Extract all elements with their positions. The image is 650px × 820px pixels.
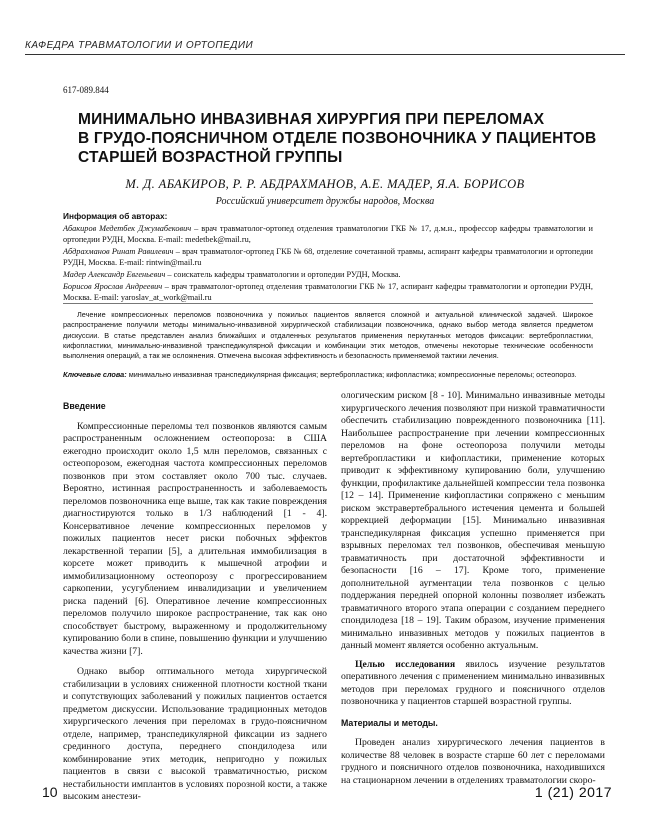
body-paragraph: Проведен анализ хирургического лечения пациентов в количестве 88 человек в возрасте старше 60 лет с переломами грудного и поясничного отделов позвоночника, находившихся на стационарном лечении в отделениях травматологии скоро- — [341, 737, 605, 786]
author-details: – врач травматолог-ортопед отделения травматологии ГКБ № 17, д.м.н., профессор кафедры травматологии и ортопедии РУДН, Москва. E-mail: medetbek@mail.ru, — [63, 223, 593, 245]
author-entry — [63, 223, 593, 246]
aim-lead: Целью исследования — [355, 658, 456, 670]
section-heading-methods: Материалы и методы. — [341, 717, 438, 728]
author-entry — [63, 269, 593, 281]
author-details: – соискатель кафедры травматологии и ортопедии РУДН, Москва. — [165, 269, 401, 279]
body-paragraph — [341, 659, 605, 709]
author-name: Мадер Александр Евгеньевич — [63, 269, 166, 279]
keywords-text: минимально инвазивная транспедикулярная фиксация; вертебропластика; кифопластика; компрессионные переломы; остеопороз. — [126, 370, 577, 379]
author-entry — [63, 281, 593, 304]
abstract: Лечение компрессионных переломов позвоночника у пожилых пациентов является сложной и актуальной клинической задачей. Широкое распространение получили методы минимально-инвазивной хирургической стабилизации позвоночника, однако выбор метода является предметом дискуссии. В статье представлен анализ ближайших и отдаленных результатов применения перкутанных методов фиксации: вертебропластики, кифопластики, минимально-инвазивной транспедикулярной фиксации и комбинации этих методов, отмечены некоторые технические особенности выполнения операций, а так же осложнения. Отмечена высокая эффективность и безопасность применяемой тактики лечения. — [63, 310, 593, 361]
section-divider — [63, 303, 593, 304]
author-details: – врач травматолог-ортопед ГКБ № 68, отделение сочетанной травмы, аспирант кафедры травматологии и ортопедии РУДН, Москва. E-mail: rintwin@mail.ru — [63, 246, 593, 268]
body-paragraph: Компрессионные переломы тел позвонков являются самым распространенным осложнением остеопороза: в США ежегодно происходит около 1,5 млн переломов, связанных с остеопорозом, ежегодная частота компрессионных переломов позвонков при этом составляет около 700 тыс. случаев. Вероятно, истинная распространенность и заболеваемость переломов позвоночника еще выше, так как такие повреждения диагностируются только в 1/3 наблюдений [1 - 4]. Консервативное лечение компрессионных переломов у пожилых пациентов несет риски побочных эффектов лекарственной терапии [5], а длительная иммобилизация в корсете может приводить к мышечной атрофии и иммобилизационному остеопорозу с прогрессированием саркопении, усугублением инвалидизации и увеличением риска падений [6]. Оперативное лечение компрессионных переломов получило широкое распространение, так как оно способствует быстрому, выраженному и продолжительному купированию боли в спине, повышению функции и улучшению качества жизни [7]. — [63, 420, 327, 657]
keywords — [63, 370, 593, 380]
left-column — [63, 392, 327, 804]
author-entry — [63, 246, 593, 269]
page-number: 10 — [42, 784, 58, 800]
right-column — [341, 390, 605, 787]
title-line: В ГРУДО-ПОЯСНИЧНОМ ОТДЕЛЕ ПОЗВОНОЧНИКА У ПАЦИЕНТОВ — [78, 130, 597, 147]
title-line: СТАРШЕЙ ВОЗРАСТНОЙ ГРУППЫ — [78, 149, 343, 166]
author-info-heading: Информация об авторах: — [63, 211, 168, 221]
author-list: М. Д. АБАКИРОВ, Р. Р. АБДРАХМАНОВ, А.Е. МАДЕР, Я.А. БОРИСОВ — [125, 177, 525, 191]
udc-code: 617-089.844 — [63, 85, 109, 95]
keywords-label: Ключевые слова: — [63, 370, 127, 379]
issue-number: 1 (21) 2017 — [534, 784, 612, 800]
author-details: – врач травматолог-ортопед отделения травматологии ГКБ № 17, аспирант кафедры травматологии и ортопедии РУДН, Москва. E-mail: yaroslav_at_work@mail.ru — [63, 281, 593, 303]
aim-text: явилось изучение результатов оперативного лечения с применением минимально инвазивных методов при переломах грудного и поясничного отделов позвоночника у пациентов старшей возрастной группы. — [341, 658, 605, 707]
title-line: МИНИМАЛЬНО ИНВАЗИВНАЯ ХИРУРГИЯ ПРИ ПЕРЕЛОМАХ — [78, 111, 545, 128]
article-title — [78, 110, 598, 167]
running-header — [25, 40, 625, 55]
header-rule — [25, 54, 625, 55]
body-paragraph: Однако выбор оптимального метода хирургической стабилизации в условиях сниженной плотности костной ткани и сопутствующих заболеваний у пожилых пациентов остается предметом дискуссии. Использование традиционных методов хирургического лечения при переломах в грудо-поясничном отделе, например, транспедикулярной фиксации из заднего срединного доступа, переднего спондилодеза или комбинирование этих методик, непригодно у пожилых пациентов в связи с высокой травматичностью, риском нестабильности имплантов в условиях порозной кости, а также высоким анестези- — [63, 666, 327, 802]
body-paragraph: ологическим риском [8 - 10]. Минимально инвазивные методы хирургического лечения позволяют при низкой травматичности обеспечить стабилизацию поврежденного позвоночника [11]. Наибольшее распространение при лечении компрессионных переломов на фоне остеопороза получили методы вертебропластики и кифопластики, применение которых приводит к эффективному купированию боли, улучшению функции, профилактике дальнейшей компрессии тела позвонка [12 – 14]. Применение кифопластики сопряжено с меньшим риском экстравертебрального истечения цемента и большей коррекцией деформации [15]. Минимально инвазивная транспедикулярная фиксация успешно применяется при взрывных переломах тел позвонков, обеспечивая меньшую травматичность при достаточной эффективности и безопасности [16 – 17]. Кроме того, применение дополнительной аугментации тела позвонков с целью поддержания передней опорной колонны позволяет избежать травматичного второго этапа операции с созданием переднего спондилодеза [18 – 19]. Таким образом, изучение применения минимально инвазивных методов у пожилых пациентов в данный момент является особенно актуальным. — [341, 390, 605, 651]
author-name: Борисов Ярослав Андреевич — [63, 281, 163, 291]
section-heading-introduction: Введение — [63, 401, 106, 411]
author-name: Абдрахманов Ринат Равилевич — [63, 246, 174, 256]
author-name: Абакиров Медетбек Джумабекович — [63, 223, 192, 233]
running-header-title: КАФЕДРА ТРАВМАТОЛОГИИ И ОРТОПЕДИИ — [25, 40, 254, 51]
affiliation: Российский университет дружбы народов, Москва — [215, 196, 435, 207]
author-info — [63, 211, 593, 304]
